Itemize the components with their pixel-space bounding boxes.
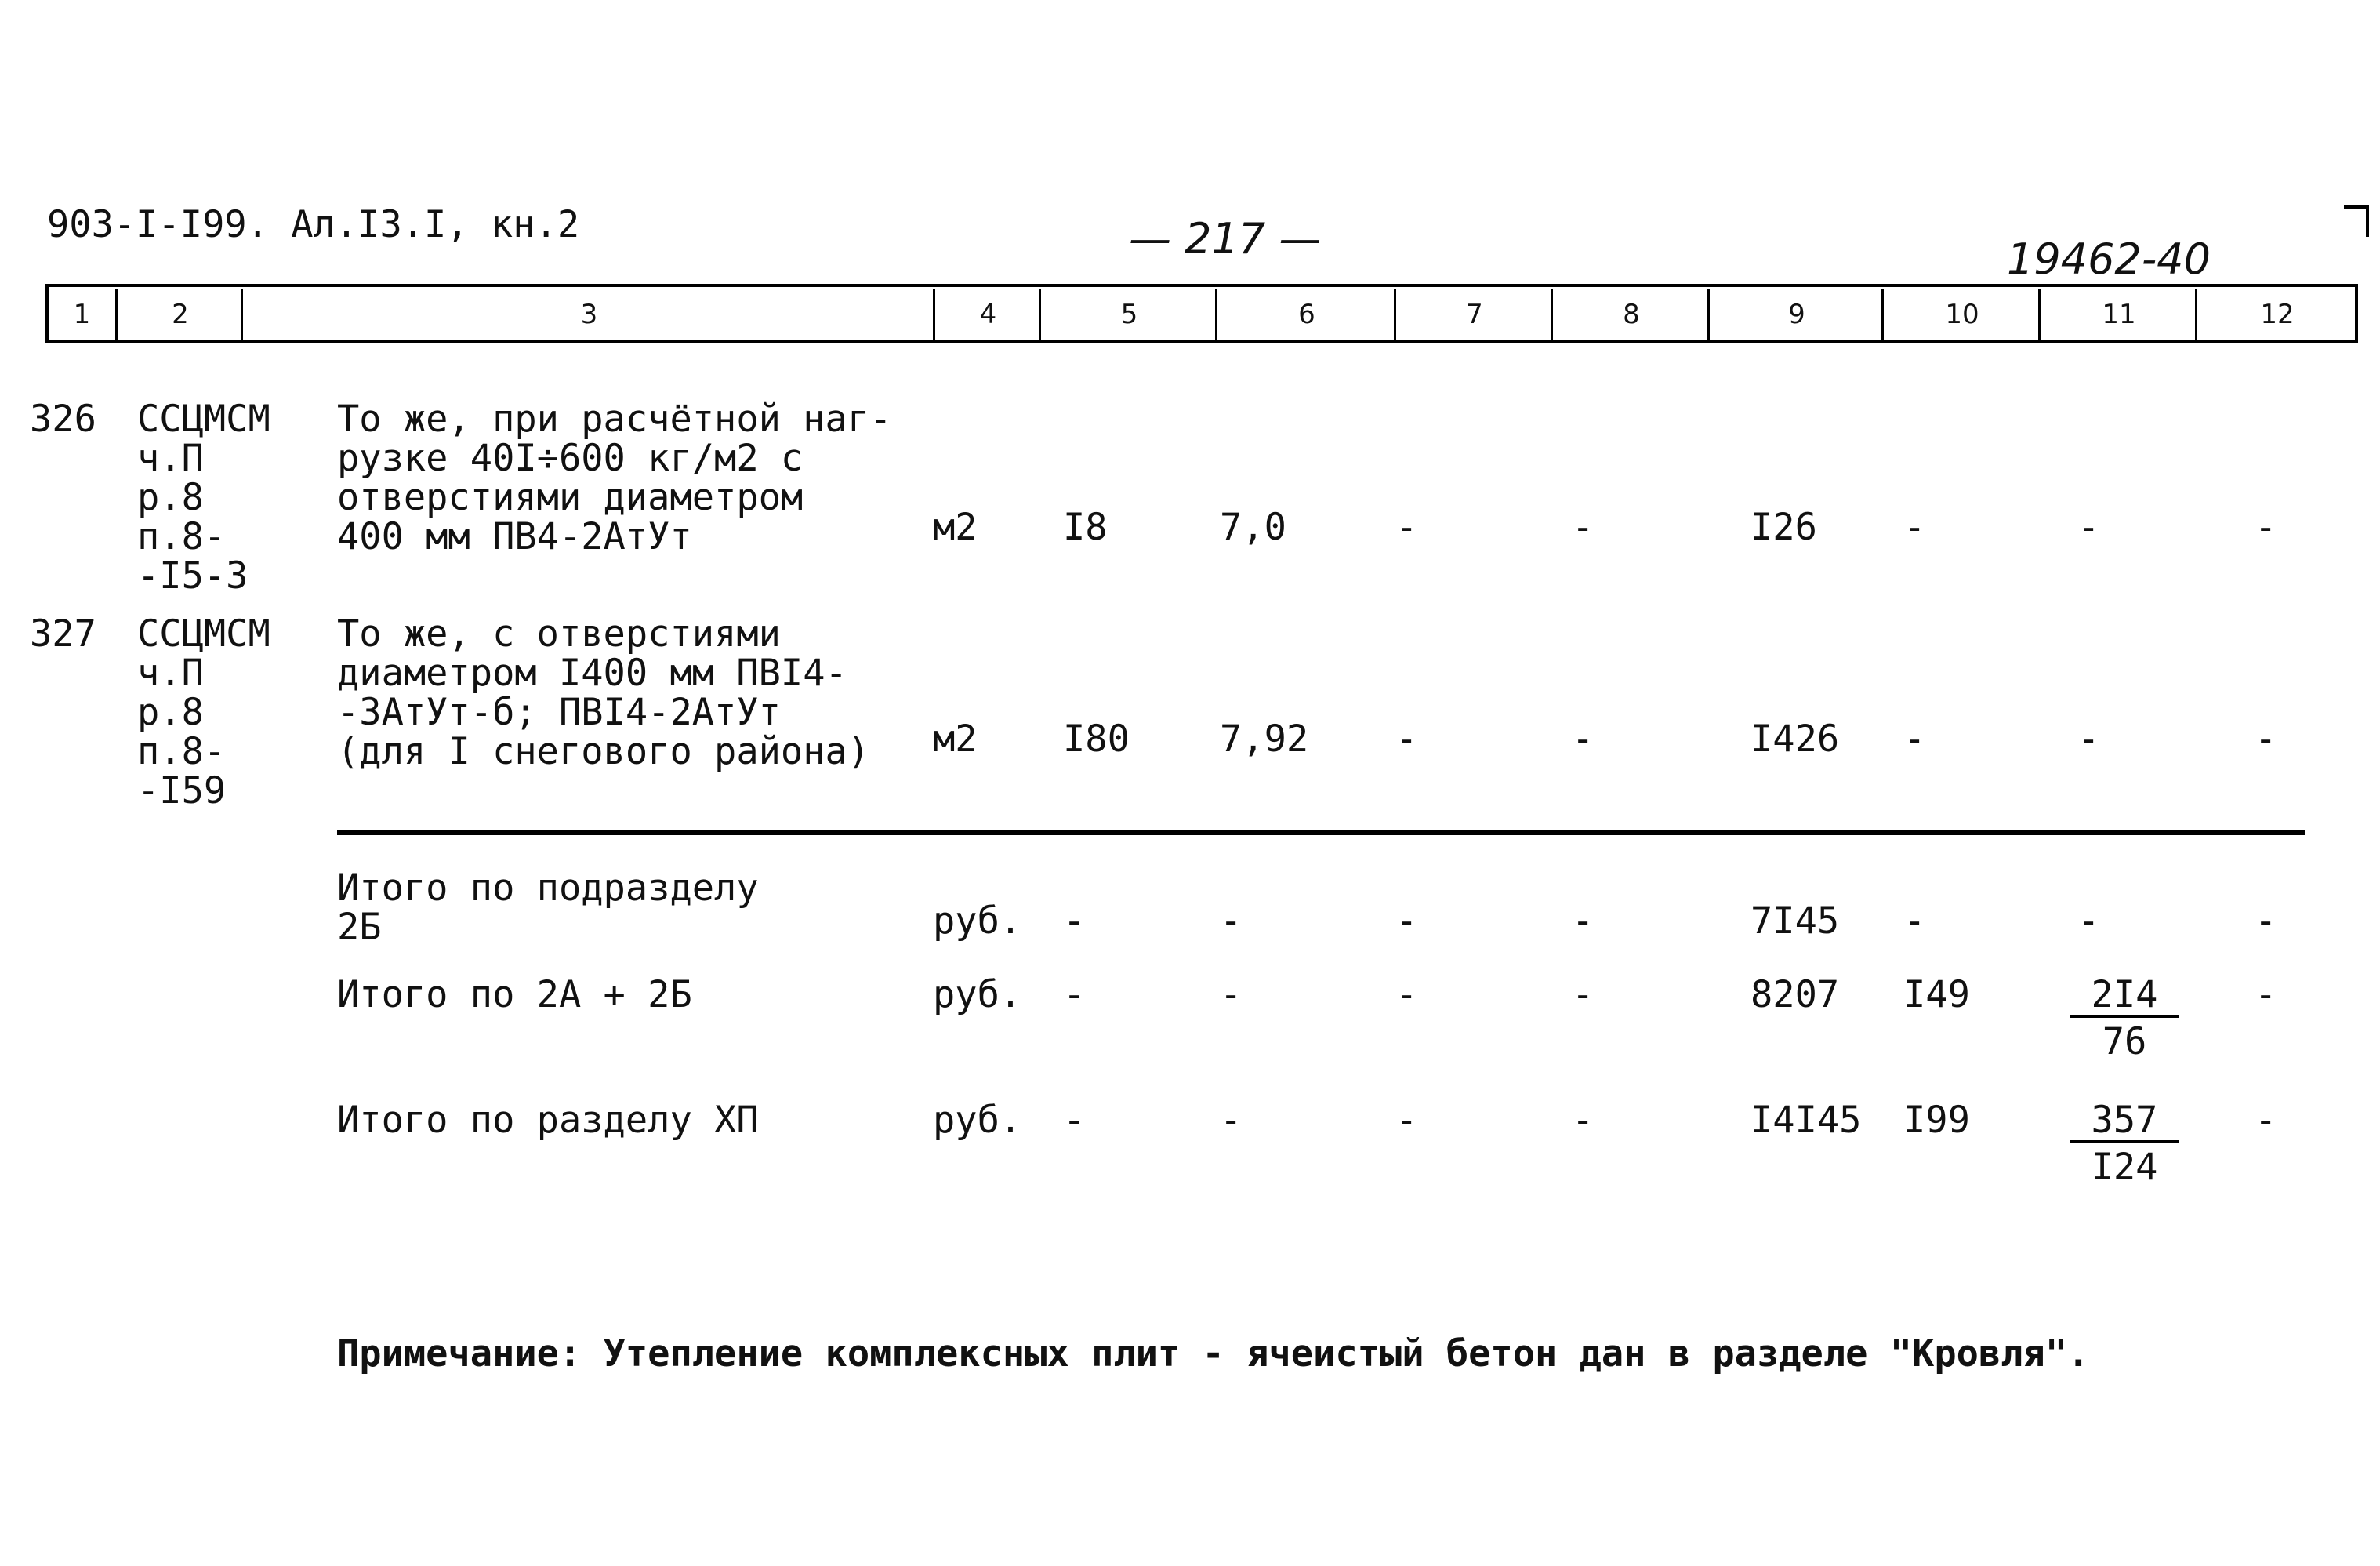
cell-col6: 7,92 (1220, 718, 1309, 761)
cell-col12: - (2255, 899, 2277, 943)
cell-col8: - (1572, 718, 1595, 761)
cell-col8: - (1572, 899, 1595, 943)
fraction-numerator: 357 (2070, 1101, 2179, 1143)
unit: руб. (933, 899, 1022, 943)
cell-col9: I26 (1751, 506, 1817, 549)
column-number: 12 (2195, 289, 2357, 340)
cell-col10: I49 (1903, 973, 1970, 1016)
corner-mark (2366, 205, 2369, 237)
cell-col11: - (2077, 506, 2100, 549)
inventory-number: 19462-40 (2007, 234, 2211, 284)
cell-col7: - (1395, 718, 1418, 761)
cell-col12: - (2255, 1099, 2277, 1142)
reference-code: ССЦМСМ ч.П р.8 п.8- -I5-3 (137, 398, 270, 598)
column-number: 8 (1551, 289, 1710, 340)
cell-col5: I8 (1063, 506, 1108, 549)
column-number: 2 (115, 289, 243, 340)
cell-col6: - (1220, 899, 1243, 943)
totals-label: Итого по разделу XП (337, 1099, 759, 1142)
unit: м2 (933, 506, 978, 549)
cell-col12: - (2255, 718, 2277, 761)
column-number: 9 (1707, 289, 1884, 340)
cell-col8: - (1572, 973, 1595, 1016)
column-number: 4 (933, 289, 1041, 340)
cell-col7: - (1395, 506, 1418, 549)
cell-col10: - (1903, 899, 1926, 943)
fraction-denominator: I24 (2091, 1146, 2158, 1189)
row-number: 326 (30, 398, 96, 441)
unit: м2 (933, 718, 978, 761)
column-number: 7 (1394, 289, 1553, 340)
section-divider (337, 830, 2305, 835)
column-number: 6 (1215, 289, 1396, 340)
cell-col12: - (2255, 973, 2277, 1016)
column-number: 1 (73, 299, 91, 330)
cell-col10: I99 (1903, 1099, 1970, 1142)
cell-col7: - (1395, 1099, 1418, 1142)
cell-col12: - (2255, 506, 2277, 549)
footnote: Примечание: Утепление комплексных плит - ячеистый бетон дан в разделе "Кровля". (337, 1332, 2090, 1375)
cell-col7: - (1395, 973, 1418, 1016)
page-number: — 217 — (1129, 214, 1322, 263)
cell-col11-fraction (2070, 1101, 2179, 1187)
cell-col10: - (1903, 718, 1926, 761)
cell-col7: - (1395, 899, 1418, 943)
cell-col8: - (1572, 506, 1595, 549)
totals-label: Итого по 2А + 2Б (337, 973, 692, 1016)
cell-col5: - (1063, 973, 1086, 1016)
totals-label: Итого по подразделу 2Б (337, 867, 759, 949)
column-number: 11 (2038, 289, 2197, 340)
item-description: То же, с отверстиями диаметром I400 мм ПВI4- -3АтУт-б; ПВI4-2АтУт (для I снегового района) (337, 612, 870, 773)
fraction-numerator: 2I4 (2070, 976, 2179, 1018)
cell-col9: 8207 (1751, 973, 1840, 1016)
cell-col5: - (1063, 899, 1086, 943)
cell-col8: - (1572, 1099, 1595, 1142)
item-description: То же, при расчётной наг- рузке 40I÷600 кг/м2 с отверстиями диаметром 400 мм ПВ4-2АтУт (337, 398, 892, 558)
cell-col6: 7,0 (1220, 506, 1286, 549)
row-number: 327 (30, 612, 96, 656)
column-number: 10 (1881, 289, 2041, 340)
unit: руб. (933, 973, 1022, 1016)
column-number: 3 (241, 289, 935, 340)
cell-col11: - (2077, 899, 2100, 943)
cell-col9: I4I45 (1751, 1099, 1862, 1142)
cell-col10: - (1903, 506, 1926, 549)
column-number: 5 (1039, 289, 1217, 340)
cell-col11: - (2077, 718, 2100, 761)
cell-col6: - (1220, 973, 1243, 1016)
fraction-denominator: 76 (2102, 1020, 2147, 1063)
document-code: 903-I-I99. Ал.I3.I, кн.2 (47, 203, 580, 246)
cell-col9: 7I45 (1751, 899, 1840, 943)
unit: руб. (933, 1099, 1022, 1142)
cell-col5: I80 (1063, 718, 1130, 761)
cell-col9: I426 (1751, 718, 1840, 761)
reference-code: ССЦМСМ ч.П р.8 п.8- -I59 (137, 612, 270, 812)
cell-col5: - (1063, 1099, 1086, 1142)
cell-col11-fraction (2070, 973, 2179, 1063)
cell-col6: - (1220, 1099, 1243, 1142)
corner-mark-top (2344, 205, 2367, 209)
